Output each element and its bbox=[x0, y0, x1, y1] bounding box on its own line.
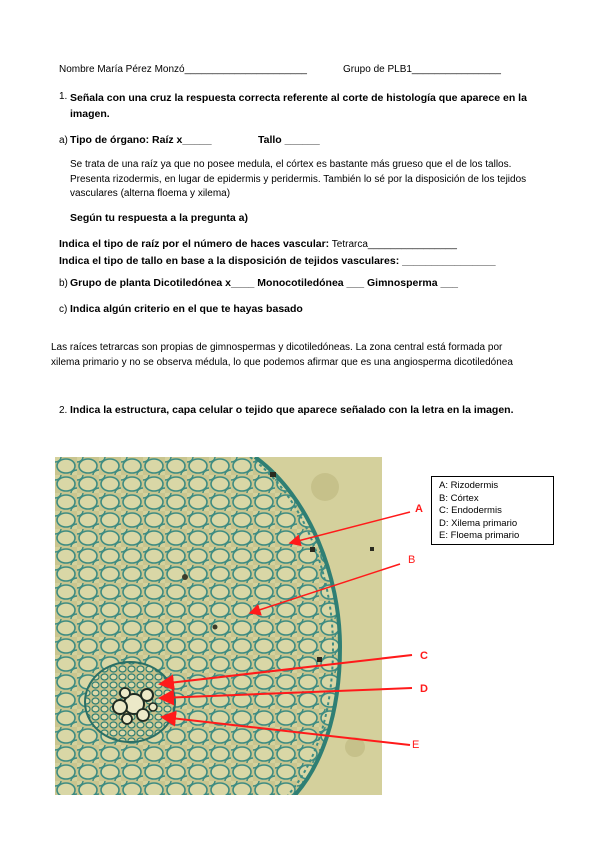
arrow-a bbox=[290, 512, 410, 543]
legend-item: A: Rizodermis bbox=[439, 480, 499, 491]
legend-item: D: Xilema primario bbox=[439, 517, 518, 529]
answer-c: Las raíces tetrarcas son propias de gimnospermas y dicotiledóneas. La zona central está formada por xilema primario y no se observa médula, lo que podemos afirmar que es una angiosperma dicotiledónea bbox=[51, 342, 513, 368]
question-1-number: 1. bbox=[59, 91, 68, 102]
question-a-text: Tipo de órgano: Raíz x_____ bbox=[70, 134, 212, 146]
label-e: E bbox=[412, 739, 420, 751]
label-b: B bbox=[408, 554, 416, 566]
answer-a: Se trata de una raíz ya que no posee medula, el córtex es bastante más grueso que el de los tallos. Presenta rizodermis, en lugar de epidermis y peridermis. También lo sé por la disposición de los tejidos vasculares (alterna floema y xilema) bbox=[70, 159, 527, 199]
question-b-label: b) bbox=[59, 278, 68, 289]
student-name-line: Nombre María Pérez Monzó______________________ bbox=[59, 64, 307, 75]
question-1-prompt: Señala con una cruz la respuesta correcta referente al corte de histología que aparece en la imagen. bbox=[70, 92, 527, 120]
question-a-option-stem: Tallo ______ bbox=[258, 134, 320, 146]
legend-box bbox=[431, 476, 554, 545]
stem-type-question: Indica el tipo de tallo en base a la disposición de tejidos vasculares: ________________ bbox=[59, 255, 496, 267]
group-line: Grupo de PLB1________________ bbox=[343, 64, 501, 75]
arrow-c bbox=[160, 655, 412, 684]
question-2-prompt: Indica la estructura, capa celular o tejido que aparece señalado con la letra en la imagen. bbox=[70, 404, 514, 416]
question-a-label: a) bbox=[59, 135, 68, 146]
question-c-text: Indica algún criterio en el que te hayas basado bbox=[70, 303, 303, 315]
arrow-b bbox=[250, 564, 400, 613]
label-c: C bbox=[420, 650, 428, 662]
legend-item: E: Floema primario bbox=[439, 530, 520, 542]
root-type-answer: Tetrarca________________ bbox=[329, 239, 457, 250]
root-type-question: Indica el tipo de raíz por el número de haces vascular: bbox=[59, 238, 330, 250]
legend-item: B: Córtex bbox=[439, 492, 479, 504]
question-c-label: c) bbox=[59, 304, 68, 315]
legend-item: C: Endodermis bbox=[439, 505, 502, 517]
followup-heading: Según tu respuesta a la pregunta a) bbox=[70, 212, 248, 224]
arrow-e bbox=[162, 717, 410, 745]
label-d: D bbox=[420, 683, 428, 695]
label-a: A bbox=[415, 503, 423, 515]
arrow-d bbox=[160, 688, 412, 698]
question-2-number: 2. bbox=[59, 405, 68, 416]
question-b-text: Grupo de planta Dicotiledónea x____ Monocotiledónea ___ Gimnosperma ___ bbox=[70, 277, 459, 289]
